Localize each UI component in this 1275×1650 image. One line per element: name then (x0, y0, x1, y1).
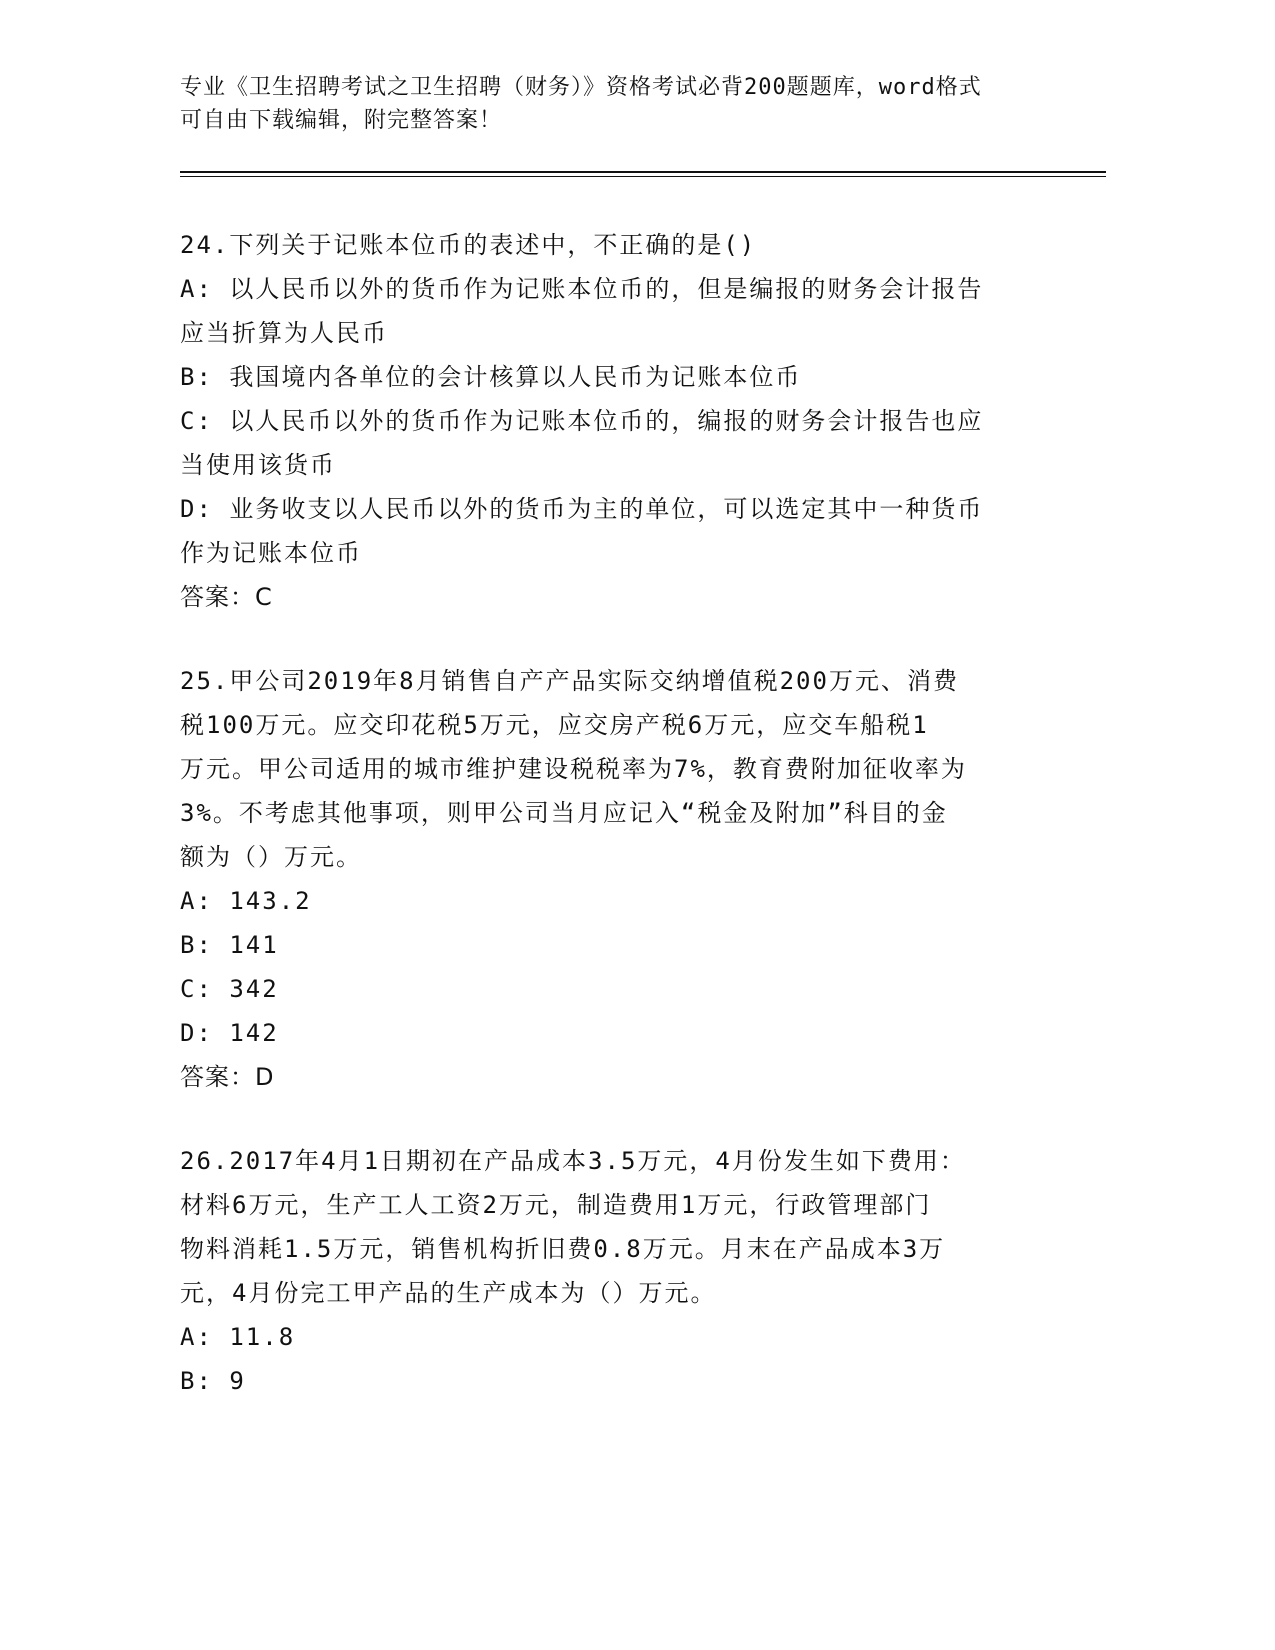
question-text-line-4: 元，4月份完工甲产品的生产成本为（）万元。 (180, 1279, 717, 1307)
option-b: B: 我国境内各单位的会计核算以人民币为记账本位币 (180, 363, 802, 391)
option-d: D: 业务收支以人民币以外的货币为主的单位，可以选定其中一种货币 (180, 495, 984, 523)
option-b: B: 141 (180, 931, 279, 959)
question-text-line-3: 物料消耗1.5万元，销售机构折旧费0.8万元。月末在产品成本3万 (180, 1235, 946, 1263)
question-text-line-4: 3%。不考虑其他事项，则甲公司当月应记入“税金及附加”科目的金 (180, 799, 948, 827)
question-text-line-1: 26.2017年4月1日期初在产品成本3.5万元，4月份发生如下费用： (180, 1147, 966, 1175)
header-divider-thin (180, 176, 1106, 177)
question-text-line-3: 万元。甲公司适用的城市维护建设税税率为7%，教育费附加征收率为 (180, 755, 967, 783)
header-divider-thick (180, 171, 1106, 173)
question-text-line-1: 25.甲公司2019年8月销售自产产品实际交纳增值税200万元、消费 (180, 667, 959, 695)
option-b: B: 9 (180, 1367, 246, 1395)
header-line-2: 可自由下载编辑，附完整答案！ (180, 108, 503, 133)
option-d: D: 142 (180, 1019, 279, 1047)
question-text-line-2: 税100万元。应交印花税5万元，应交房产税6万元，应交车船税1 (180, 711, 929, 739)
option-a: A: 143.2 (180, 887, 312, 915)
option-a: A: 11.8 (180, 1323, 296, 1351)
question-24 (180, 223, 1040, 619)
header-line-1: 专业《卫生招聘考试之卫生招聘（财务）》资格考试必背200题题库，word格式 (180, 75, 982, 100)
option-c: C: 342 (180, 975, 279, 1003)
option-c: C: 以人民币以外的货币作为记账本位币的，编报的财务会计报告也应 (180, 407, 984, 435)
question-26 (180, 1139, 1040, 1403)
option-a: A: 以人民币以外的货币作为记账本位币的，但是编报的财务会计报告 (180, 275, 984, 303)
question-text: 24.下列关于记账本位币的表述中，不正确的是() (180, 231, 757, 259)
answer-label: 答案：C (180, 583, 273, 611)
option-c-continued: 当使用该货币 (180, 451, 336, 479)
option-d-continued: 作为记账本位币 (180, 539, 362, 567)
question-text-line-5: 额为（）万元。 (180, 843, 362, 871)
question-text-line-2: 材料6万元，生产工人工资2万元，制造费用1万元，行政管理部门 (180, 1191, 932, 1219)
question-25 (180, 659, 1040, 1099)
document-header (180, 71, 1060, 137)
answer-label: 答案：D (180, 1063, 275, 1091)
option-a-continued: 应当折算为人民币 (180, 319, 388, 347)
